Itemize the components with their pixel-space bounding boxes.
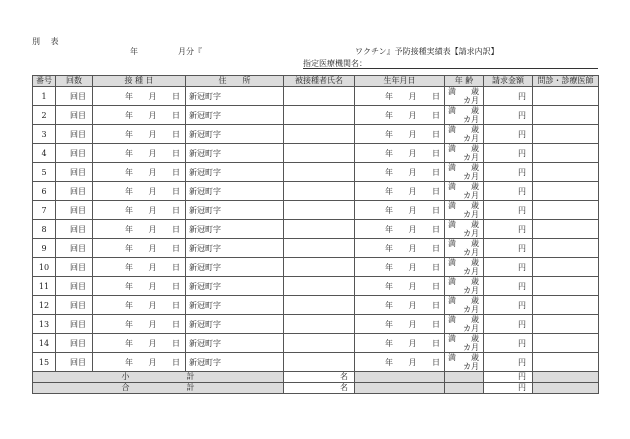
- birthdate-field[interactable]: 年 月 日: [355, 201, 445, 220]
- birthdate-field[interactable]: 年 月 日: [355, 182, 445, 201]
- row-number: 8: [33, 220, 56, 239]
- age-field[interactable]: 満 歳 カ月: [445, 277, 484, 296]
- dose-count-field[interactable]: 回目: [56, 87, 93, 106]
- age-field[interactable]: 満 歳 カ月: [445, 239, 484, 258]
- address-field[interactable]: 新冠町字: [186, 277, 284, 296]
- address-field[interactable]: 新冠町字: [186, 106, 284, 125]
- subtotal-row: [33, 372, 599, 383]
- table-row: [33, 106, 599, 125]
- table-row: [33, 277, 599, 296]
- address-field[interactable]: 新冠町字: [186, 182, 284, 201]
- birthdate-field[interactable]: 年 月 日: [355, 277, 445, 296]
- vaccination-date-field[interactable]: 年 月 日: [93, 87, 186, 106]
- dose-count-field[interactable]: 回目: [56, 106, 93, 125]
- doctor-field[interactable]: [533, 220, 599, 239]
- age-field[interactable]: 満 歳 カ月: [445, 353, 484, 372]
- vaccination-record-table: [32, 75, 599, 394]
- amount-field[interactable]: 円: [484, 125, 533, 144]
- vaccination-date-field[interactable]: 年 月 日: [93, 201, 186, 220]
- table-row: [33, 315, 599, 334]
- patient-name-field[interactable]: [284, 239, 355, 258]
- address-field[interactable]: 新冠町字: [186, 125, 284, 144]
- subtotal-label: 小 計: [33, 372, 284, 383]
- address-field[interactable]: 新冠町字: [186, 334, 284, 353]
- dose-count-field[interactable]: 回目: [56, 258, 93, 277]
- total-blank-dob: [355, 383, 445, 394]
- amount-field[interactable]: 円: [484, 296, 533, 315]
- address-field[interactable]: 新冠町字: [186, 296, 284, 315]
- patient-name-field[interactable]: [284, 182, 355, 201]
- row-number: 6: [33, 182, 56, 201]
- subtotal-blank-dob: [355, 372, 445, 383]
- appendix-label: 別 表: [32, 37, 63, 46]
- col-age: 年 齢: [445, 76, 484, 87]
- amount-field[interactable]: 円: [484, 201, 533, 220]
- vaccination-date-field[interactable]: 年 月 日: [93, 144, 186, 163]
- address-field[interactable]: 新冠町字: [186, 201, 284, 220]
- table-row: [33, 334, 599, 353]
- dose-count-field[interactable]: 回目: [56, 220, 93, 239]
- dose-count-field[interactable]: 回目: [56, 315, 93, 334]
- total-amount[interactable]: 円: [484, 383, 533, 394]
- table-row: [33, 353, 599, 372]
- age-field[interactable]: 満 歳 カ月: [445, 144, 484, 163]
- address-field[interactable]: 新冠町字: [186, 144, 284, 163]
- table-row: [33, 239, 599, 258]
- row-number: 14: [33, 334, 56, 353]
- total-blank-age: [445, 383, 484, 394]
- table-row: [33, 201, 599, 220]
- doctor-field[interactable]: [533, 125, 599, 144]
- patient-name-field[interactable]: [284, 277, 355, 296]
- amount-field[interactable]: 円: [484, 144, 533, 163]
- doctor-field[interactable]: [533, 201, 599, 220]
- subtotal-amount[interactable]: 円: [484, 372, 533, 383]
- institution-label: 指定医療機関名：: [303, 59, 367, 68]
- age-field[interactable]: 満 歳 カ月: [445, 220, 484, 239]
- institution-underline: [303, 68, 598, 69]
- dose-count-field[interactable]: 回目: [56, 277, 93, 296]
- row-number: 9: [33, 239, 56, 258]
- vaccination-date-field[interactable]: 年 月 日: [93, 258, 186, 277]
- birthdate-field[interactable]: 年 月 日: [355, 334, 445, 353]
- row-number: 3: [33, 125, 56, 144]
- vaccination-date-field[interactable]: 年 月 日: [93, 182, 186, 201]
- age-field[interactable]: 満 歳 カ月: [445, 182, 484, 201]
- age-field[interactable]: 満 歳 カ月: [445, 201, 484, 220]
- dose-count-field[interactable]: 回目: [56, 201, 93, 220]
- dose-count-field[interactable]: 回目: [56, 353, 93, 372]
- doctor-field[interactable]: [533, 239, 599, 258]
- vaccination-date-field[interactable]: 年 月 日: [93, 353, 186, 372]
- year-label: 年: [130, 47, 138, 56]
- row-number: 5: [33, 163, 56, 182]
- table-row: [33, 144, 599, 163]
- birthdate-field[interactable]: 年 月 日: [355, 315, 445, 334]
- patient-name-field[interactable]: [284, 106, 355, 125]
- col-patient-name: 被接種者氏名: [284, 76, 355, 87]
- amount-field[interactable]: 円: [484, 353, 533, 372]
- subtotal-people: 名: [284, 372, 355, 383]
- birthdate-field[interactable]: 年 月 日: [355, 106, 445, 125]
- total-label: 合 計: [33, 383, 284, 394]
- row-number: 4: [33, 144, 56, 163]
- doctor-field[interactable]: [533, 144, 599, 163]
- address-field[interactable]: 新冠町字: [186, 239, 284, 258]
- col-number: 番号: [33, 76, 56, 87]
- age-field[interactable]: 満 歳 カ月: [445, 106, 484, 125]
- address-field[interactable]: 新冠町字: [186, 163, 284, 182]
- vaccination-date-field[interactable]: 年 月 日: [93, 220, 186, 239]
- birthdate-field[interactable]: 年 月 日: [355, 220, 445, 239]
- dose-count-field[interactable]: 回目: [56, 296, 93, 315]
- dose-count-field[interactable]: 回目: [56, 182, 93, 201]
- amount-field[interactable]: 円: [484, 163, 533, 182]
- doctor-field[interactable]: [533, 106, 599, 125]
- vaccination-date-field[interactable]: 年 月 日: [93, 296, 186, 315]
- row-number: 15: [33, 353, 56, 372]
- table-row: [33, 258, 599, 277]
- patient-name-field[interactable]: [284, 87, 355, 106]
- row-number: 2: [33, 106, 56, 125]
- amount-field[interactable]: 円: [484, 87, 533, 106]
- dose-count-field[interactable]: 回目: [56, 334, 93, 353]
- birthdate-field[interactable]: 年 月 日: [355, 144, 445, 163]
- vaccination-date-field[interactable]: 年 月 日: [93, 239, 186, 258]
- doctor-field[interactable]: [533, 163, 599, 182]
- row-number: 12: [33, 296, 56, 315]
- amount-field[interactable]: 円: [484, 239, 533, 258]
- amount-field[interactable]: 円: [484, 334, 533, 353]
- table-row: [33, 296, 599, 315]
- amount-field[interactable]: 円: [484, 182, 533, 201]
- patient-name-field[interactable]: [284, 220, 355, 239]
- header-row: [33, 76, 599, 87]
- birthdate-field[interactable]: 年 月 日: [355, 87, 445, 106]
- doctor-field[interactable]: [533, 296, 599, 315]
- patient-name-field[interactable]: [284, 258, 355, 277]
- amount-field[interactable]: 円: [484, 277, 533, 296]
- address-field[interactable]: 新冠町字: [186, 87, 284, 106]
- vaccination-date-field[interactable]: 年 月 日: [93, 334, 186, 353]
- vaccination-date-field[interactable]: 年 月 日: [93, 315, 186, 334]
- row-number: 11: [33, 277, 56, 296]
- doctor-field[interactable]: [533, 258, 599, 277]
- doctor-field[interactable]: [533, 182, 599, 201]
- patient-name-field[interactable]: [284, 296, 355, 315]
- col-dose-count: 回数: [56, 76, 93, 87]
- subtotal-blank-doctor: [533, 372, 599, 383]
- table-row: [33, 125, 599, 144]
- patient-name-field[interactable]: [284, 125, 355, 144]
- doctor-field[interactable]: [533, 87, 599, 106]
- row-number: 10: [33, 258, 56, 277]
- row-number: 13: [33, 315, 56, 334]
- patient-name-field[interactable]: [284, 315, 355, 334]
- total-people: 名: [284, 383, 355, 394]
- vaccination-date-field[interactable]: 年 月 日: [93, 277, 186, 296]
- col-doctor: 問診・診療医師: [533, 76, 599, 87]
- dose-count-field[interactable]: 回目: [56, 239, 93, 258]
- patient-name-field[interactable]: [284, 163, 355, 182]
- dose-count-field[interactable]: 回目: [56, 144, 93, 163]
- birthdate-field[interactable]: 年 月 日: [355, 125, 445, 144]
- birthdate-field[interactable]: 年 月 日: [355, 296, 445, 315]
- form-title: ワクチン』予防接種実績表【請求内訳】: [355, 47, 499, 56]
- row-number: 7: [33, 201, 56, 220]
- age-field[interactable]: 満 歳 カ月: [445, 296, 484, 315]
- patient-name-field[interactable]: [284, 201, 355, 220]
- col-vaccination-date: 接 種 日: [93, 76, 186, 87]
- table-row: [33, 182, 599, 201]
- birthdate-field[interactable]: 年 月 日: [355, 258, 445, 277]
- dose-count-field[interactable]: 回目: [56, 163, 93, 182]
- doctor-field[interactable]: [533, 353, 599, 372]
- col-birthdate: 生年月日: [355, 76, 445, 87]
- patient-name-field[interactable]: [284, 144, 355, 163]
- patient-name-field[interactable]: [284, 353, 355, 372]
- birthdate-field[interactable]: 年 月 日: [355, 163, 445, 182]
- birthdate-field[interactable]: 年 月 日: [355, 239, 445, 258]
- age-field[interactable]: 満 歳 カ月: [445, 87, 484, 106]
- dose-count-field[interactable]: 回目: [56, 125, 93, 144]
- address-field[interactable]: 新冠町字: [186, 315, 284, 334]
- col-amount: 請求金額: [484, 76, 533, 87]
- doctor-field[interactable]: [533, 334, 599, 353]
- address-field[interactable]: 新冠町字: [186, 353, 284, 372]
- age-field[interactable]: 満 歳 カ月: [445, 334, 484, 353]
- total-row: [33, 383, 599, 394]
- amount-field[interactable]: 円: [484, 258, 533, 277]
- doctor-field[interactable]: [533, 277, 599, 296]
- patient-name-field[interactable]: [284, 334, 355, 353]
- age-field[interactable]: 満 歳 カ月: [445, 125, 484, 144]
- address-field[interactable]: 新冠町字: [186, 258, 284, 277]
- month-label: 月分『: [178, 47, 202, 56]
- total-blank-doctor: [533, 383, 599, 394]
- age-field[interactable]: 満 歳 カ月: [445, 315, 484, 334]
- amount-field[interactable]: 円: [484, 106, 533, 125]
- amount-field[interactable]: 円: [484, 220, 533, 239]
- birthdate-field[interactable]: 年 月 日: [355, 353, 445, 372]
- age-field[interactable]: 満 歳 カ月: [445, 258, 484, 277]
- subtotal-blank-age: [445, 372, 484, 383]
- vaccination-date-field[interactable]: 年 月 日: [93, 125, 186, 144]
- address-field[interactable]: 新冠町字: [186, 220, 284, 239]
- col-address: 住 所: [186, 76, 284, 87]
- age-field[interactable]: 満 歳 カ月: [445, 163, 484, 182]
- amount-field[interactable]: 円: [484, 315, 533, 334]
- table-row: [33, 220, 599, 239]
- vaccination-date-field[interactable]: 年 月 日: [93, 163, 186, 182]
- row-number: 1: [33, 87, 56, 106]
- table-row: [33, 163, 599, 182]
- vaccination-date-field[interactable]: 年 月 日: [93, 106, 186, 125]
- doctor-field[interactable]: [533, 315, 599, 334]
- table-row: [33, 87, 599, 106]
